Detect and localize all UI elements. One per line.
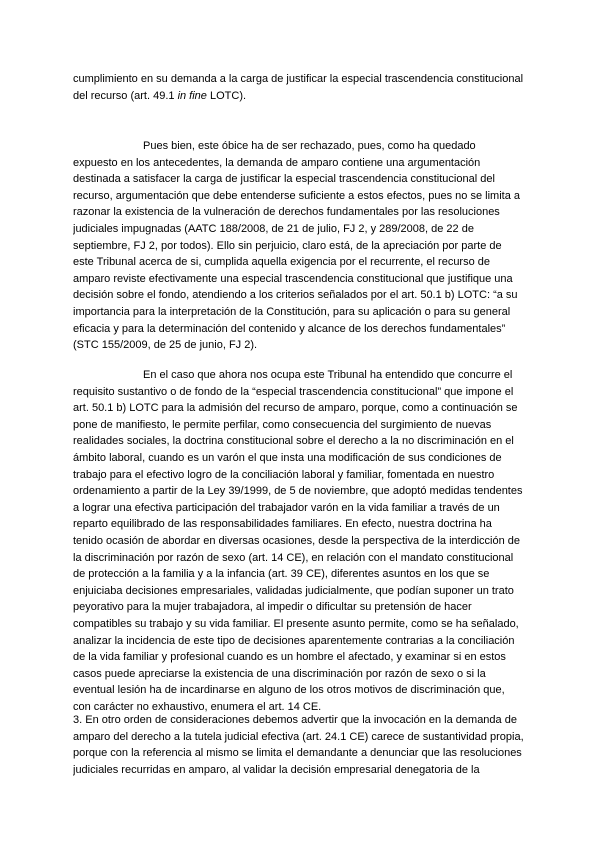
text-line: requisito sustantivo o de fondo de la “especial trascendencia constitucional” que impone el [73, 385, 514, 398]
text-line: este Tribunal acerca de si, cumplida aquella exigencia por el recurrente, el recurso de [73, 256, 491, 269]
italic-term: in fine [177, 89, 207, 102]
text-line: de protección a la familia y a la infancia (art. 39 CE), diferentes asuntos en los que se [73, 568, 490, 581]
text-line: tenido ocasión de abordar en diversas ocasiones, desde la perspectiva de la interdicción de [73, 534, 521, 547]
text-line: 3. En otro orden de consideraciones debemos advertir que la invocación en la demanda de [73, 714, 517, 726]
text-line: septiembre, FJ 2, por todos). Ello sin perjuicio, claro está, de la apreciación por parte de [73, 239, 502, 252]
text-line: destinada a satisfacer la carga de justificar la especial trascendencia constitucional del [73, 173, 495, 186]
text-line: judiciales recurridas en amparo, al validar la decisión empresarial denegatoria de la [73, 763, 480, 776]
text-line: ordenamiento a partir de la Ley 39/1999, de 5 de noviembre, que adoptó medidas tendentes [73, 485, 523, 498]
paragraph-especial-trascendencia [73, 367, 529, 715]
text-line: judiciales impugnadas (AATC 188/2008, de 21 de julio, FJ 2, y 289/2008, de 22 de [73, 222, 474, 235]
text-line: cumplimiento en su demanda a la carga de justificar la especial trascendencia constitucional [73, 73, 524, 85]
text-line: amparo reviste efectivamente una especial trascendencia constitucional que justifique una [73, 272, 513, 285]
text-line: con carácter no exhaustivo, enumera el art. 14 CE. [73, 700, 322, 713]
text-line-indented: En el caso que ahora nos ocupa este Tribunal ha entendido que concurre el [143, 369, 513, 381]
text-line: decisión sobre el fondo, atendiendo a los criterios señalados por el art. 50.1 b) LOTC: “a su [73, 289, 518, 302]
text-line [73, 88, 529, 105]
text-line: amparo del derecho a la tutela judicial efectiva (art. 24.1 CE) carece de sustantividad propia, [73, 730, 524, 743]
text-line: a lograr una efectiva participación del trabajador varón en la vida familiar a través de un [73, 501, 500, 514]
text-line: razonar la existencia de la vulneración de derechos fundamentales por las resoluciones [73, 206, 500, 219]
text-line: analizar la incidencia de este tipo de decisiones aparentemente contrarias a la conciliación [73, 634, 515, 647]
text-line: recurso, argumentación que debe entenderse suficiente a estos efectos, pues no se limita a [73, 189, 520, 202]
paragraph-obice [73, 138, 529, 354]
text-line-indented: Pues bien, este óbice ha de ser rechazado, pues, como ha quedado [143, 140, 476, 152]
text-line: ámbito laboral, cuando es un varón el que insta una modificación de sus condiciones de [73, 451, 502, 464]
text-line: expuesto en los antecedentes, la demanda de amparo contiene una argumentación [73, 156, 481, 169]
text-line: (STC 155/2009, de 25 de junio, FJ 2). [73, 339, 258, 352]
text-line: la discriminación por razón de sexo (art. 14 CE), en relación con el mandato constitucional [73, 551, 514, 564]
text-line: peyorativo para la mujer trabajadora, al impedir o dificultar su pretensión de hacer [73, 601, 472, 614]
text-line: importancia para la interpretación de la Constitución, para su aplicación o para su general [73, 305, 511, 318]
text-segment: LOTC). [206, 89, 247, 102]
text-line: eficacia y para la determinación del contenido y alcance de los derechos fundamentales” [73, 322, 506, 335]
text-line: compatibles su trabajo y su vida familiar. El presente asunto permite, como se ha señalado, [73, 617, 519, 630]
text-line: eventual lesión ha de incardinarse en alguno de los otros motivos de discriminación que, [73, 684, 505, 697]
text-line: realidades sociales, la doctrina constitucional sobre el derecho a la no discriminación en el [73, 435, 514, 448]
text-line: enjuiciaba decisiones empresariales, validadas judicialmente, que podían suponer un trato [73, 584, 514, 597]
text-line: porque con la referencia al mismo se limita el demandante a denunciar que las resoluciones [73, 747, 522, 760]
text-line: de la vida familiar y profesional cuando es un hombre el afectado, y examinar si en estos [73, 651, 506, 664]
paragraph-continuation [73, 71, 529, 104]
text-line: art. 50.1 b) LOTC para la admisión del recurso de amparo, porque, como a continuación se [73, 402, 518, 415]
text-line: pone de manifiesto, le permite perfilar, como consecuencia del surgimiento de nuevas [73, 418, 492, 431]
text-line: reparto equilibrado de las responsabilidades familiares. En efecto, nuestra doctrina ha [73, 518, 492, 531]
text-segment: del recurso (art. 49.1 [73, 89, 178, 102]
paragraph-tutela-judicial [73, 712, 529, 778]
text-line: casos puede apreciarse la existencia de una discriminación por razón de sexo o si la [73, 667, 486, 680]
text-line: trabajo para el efectivo logro de la conciliación laboral y familiar, fomentada en nuestro [73, 468, 495, 481]
